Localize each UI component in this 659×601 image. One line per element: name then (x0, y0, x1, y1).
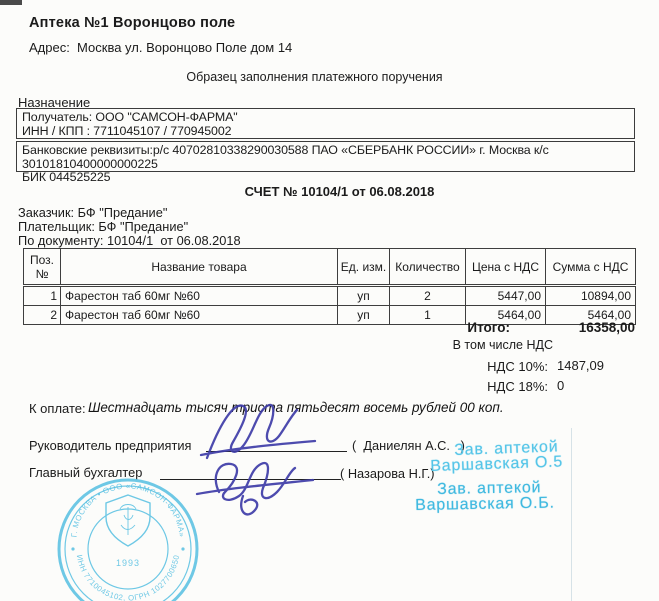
purpose-label: Назначение (18, 95, 91, 110)
signature-ink (185, 398, 365, 526)
form-subtitle: Образец заполнения платежного поручения (186, 70, 443, 84)
customer-line: Заказчик: БФ "Предание" (18, 205, 168, 220)
cell-qty: 2 (390, 286, 466, 306)
stamp-arc-bottom-text: ИНН 7710045102, ОГРН 1027700650 (74, 553, 182, 601)
accountant-signature-loop (241, 496, 257, 514)
address-line: Адрес: Москва ул. Воронцово Поле дом 14 (29, 40, 293, 55)
vat18-label: НДС 18%: (487, 379, 548, 394)
recipient-box (16, 108, 635, 139)
table-header-row (24, 249, 636, 286)
column-header-pos: Поз. № (24, 249, 61, 286)
vat-including-label: В том числе НДС (452, 338, 553, 352)
payment-label: К оплате: (29, 401, 86, 416)
amount-in-words: Шестнадцать тысяч триста пятьдесят восемь рублей 00 коп. (88, 400, 504, 415)
cell-name: Фарестон таб 60мг №60 (61, 306, 338, 325)
stamp-text-line1a: Зав. аптекой (454, 438, 559, 459)
items-table (23, 248, 636, 325)
scan-corner-mark (0, 0, 22, 5)
stamp-star-left (71, 547, 74, 550)
table-row (24, 286, 636, 306)
vat10-value: 1487,09 (557, 358, 604, 373)
cell-price: 5464,00 (466, 306, 546, 325)
cell-price: 5447,00 (466, 286, 546, 306)
cell-unit: уп (338, 286, 390, 306)
bank-box (16, 141, 635, 184)
accountant-signature-flourish (197, 480, 313, 494)
column-header-qty: Количество (390, 249, 466, 286)
accountant-label: Главный бухгалтер (29, 465, 143, 480)
accountant-signature-stroke (216, 463, 295, 500)
director-label: Руководитель предприятия (29, 438, 192, 453)
recipient-line: Получатель: ООО "САМСОН-ФАРМА" (22, 110, 238, 124)
accountant-name: ( Назарова Н.Г.) (340, 466, 435, 481)
cell-pos: 2 (24, 306, 61, 325)
cell-unit: уп (338, 306, 390, 325)
column-header-sum: Сумма с НДС (546, 249, 636, 286)
cell-sum: 5464,00 (546, 306, 636, 325)
column-header-name: Название товара (61, 249, 338, 286)
cell-sum: 10894,00 (546, 286, 636, 306)
document-line: По документу: 10104/1 от 06.08.2018 (18, 233, 241, 248)
cell-pos: 1 (24, 286, 61, 306)
stamp-arc-top-text: Г. МОСКВА • ООО «САМСОН-ФАРМА» (69, 481, 187, 538)
stamp-star-right (181, 547, 184, 550)
director-signature-flourish (201, 441, 315, 455)
bik-line: БИК 044525225 (22, 170, 111, 184)
column-header-price: Цена с НДС (466, 249, 546, 286)
stamp-year-text: 1993 (115, 558, 141, 568)
cell-qty: 1 (390, 306, 466, 325)
table-row (24, 306, 636, 325)
total-value: 16358,00 (578, 320, 635, 335)
inn-kpp-line: ИНН / КПП : 7711045107 / 770945002 (22, 123, 232, 138)
vat10-label: НДС 10%: (487, 359, 548, 374)
director-signature-stroke (207, 405, 297, 458)
stamp-text-line2a: Зав. аптекой (437, 479, 542, 498)
scan-crease-line (571, 428, 572, 601)
stamp-text-line1b: Варшавская О.5 (430, 453, 564, 475)
column-header-unit: Ед. изм. (338, 249, 390, 286)
stamp-text-line2b: Варшавская О.Б. (415, 494, 555, 514)
round-stamp-rings (59, 480, 197, 601)
pharmacy-title: Аптека №1 Воронцово поле (29, 15, 236, 31)
cell-name: Фарестон таб 60мг №60 (61, 286, 338, 306)
vat18-value: 0 (557, 378, 565, 393)
invoice-title: СЧЕТ № 10104/1 от 06.08.2018 (244, 184, 435, 199)
bank-requisites-line: Банковские реквизиты:р/с 40702810338290030588 ПАО «СБЕРБАНК РОССИИ» г. Москва к/с 30101810400000000225 (22, 143, 549, 171)
director-name: ( Даниелян А.С. ) (352, 438, 465, 453)
total-label: Итого: (467, 320, 510, 335)
payer-line: Плательщик: БФ "Предание" (18, 219, 189, 234)
